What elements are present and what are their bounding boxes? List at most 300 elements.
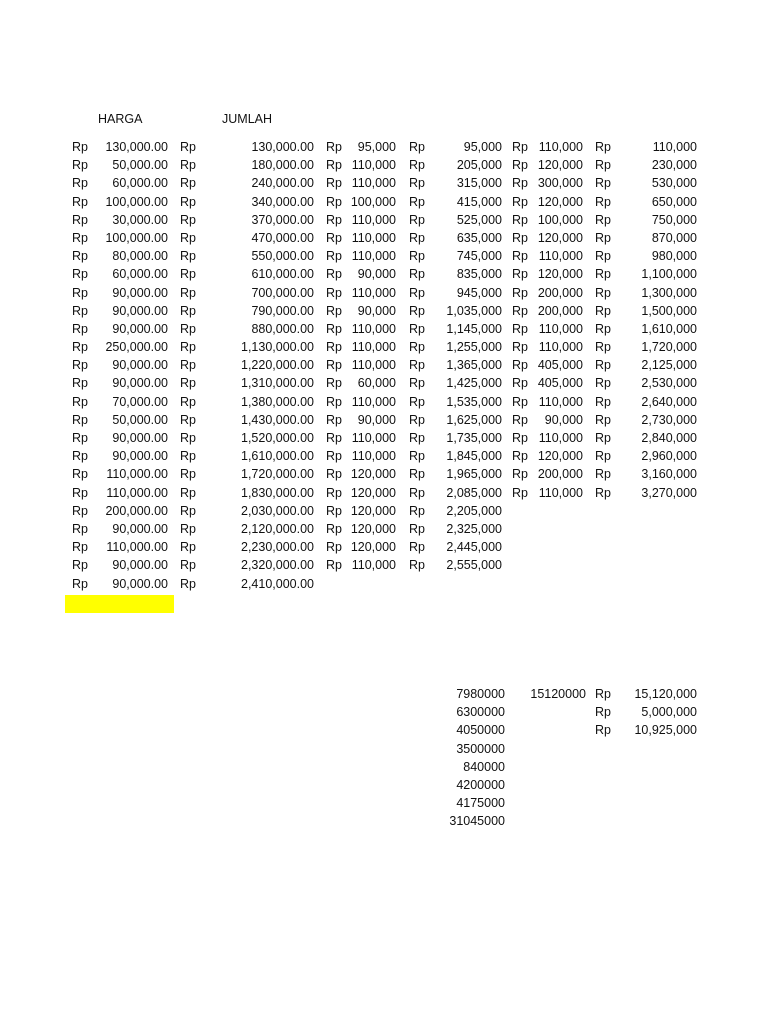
cell-value-c1[interactable]: 90,000.00 [112, 303, 168, 318]
cell-value-c1[interactable]: 90,000.00 [112, 321, 168, 336]
currency-label: Rp [72, 176, 88, 191]
summary-value-a[interactable]: 4050000 [456, 723, 505, 738]
currency-label: Rp [595, 285, 611, 300]
cell-value-c6[interactable]: 2,640,000 [641, 394, 697, 409]
cell-value-c1[interactable]: 110,000.00 [106, 540, 168, 555]
currency-label: Rp [72, 267, 88, 282]
currency-label: Rp [326, 412, 342, 427]
cell-value-c6[interactable]: 750,000 [651, 212, 697, 227]
cell-value-c2[interactable]: 370,000.00 [251, 212, 314, 227]
cell-value-c3[interactable]: 120,000 [350, 540, 396, 555]
summary-value-a[interactable]: 4200000 [456, 777, 505, 792]
currency-label: Rp [180, 467, 196, 482]
summary-value-a[interactable]: 6300000 [456, 705, 505, 720]
highlighted-cell[interactable] [65, 595, 174, 613]
cell-value-c3[interactable]: 120,000 [350, 503, 396, 518]
cell-value-c3[interactable]: 90,000 [357, 267, 396, 282]
cell-value-c4[interactable]: 1,365,000 [446, 358, 502, 373]
table-row [0, 447, 768, 465]
cell-value-c2[interactable]: 2,030,000.00 [241, 503, 314, 518]
cell-value-c3[interactable]: 110,000 [351, 558, 396, 573]
currency-label: Rp [72, 540, 88, 555]
currency-label: Rp [180, 285, 196, 300]
currency-label: Rp [180, 303, 196, 318]
currency-label: Rp [326, 503, 342, 518]
cell-value-c6[interactable]: 1,500,000 [641, 303, 697, 318]
cell-value-c2[interactable]: 1,610,000.00 [241, 449, 314, 464]
cell-value-c5[interactable]: 110,000 [538, 321, 583, 336]
currency-label: Rp [512, 230, 528, 245]
currency-label: Rp [326, 194, 342, 209]
currency-label: Rp [409, 358, 425, 373]
cell-value-c2[interactable]: 790,000.00 [251, 303, 314, 318]
cell-value-c2[interactable]: 340,000.00 [251, 194, 314, 209]
cell-value-c1[interactable]: 60,000.00 [112, 267, 168, 282]
currency-label: Rp [595, 176, 611, 191]
currency-label: Rp [512, 303, 528, 318]
currency-label: Rp [180, 521, 196, 536]
cell-value-c6[interactable]: 2,530,000 [641, 376, 697, 391]
currency-label: Rp [595, 140, 611, 154]
cell-value-c4[interactable]: 1,425,000 [446, 376, 502, 391]
currency-label: Rp [72, 340, 88, 355]
currency-label: Rp [72, 412, 88, 427]
cell-value-c4[interactable]: 1,255,000 [446, 340, 502, 355]
table-row [0, 374, 768, 392]
currency-label: Rp [409, 449, 425, 464]
currency-label: Rp [595, 267, 611, 282]
currency-label: Rp [595, 412, 611, 427]
summary-row [0, 685, 768, 703]
cell-value-c1[interactable]: 90,000.00 [112, 376, 168, 391]
currency-label: Rp [595, 212, 611, 227]
cell-value-c6[interactable]: 230,000 [651, 158, 697, 173]
cell-value-c4[interactable]: 1,035,000 [446, 303, 502, 318]
table-row [0, 302, 768, 320]
cell-value-c3[interactable]: 110,000 [351, 449, 396, 464]
currency-label: Rp [512, 249, 528, 264]
data-table [0, 138, 768, 593]
cell-value-c5[interactable]: 120,000 [537, 158, 583, 173]
table-row [0, 502, 768, 520]
table-row [0, 156, 768, 174]
cell-value-c6[interactable]: 1,300,000 [641, 285, 697, 300]
cell-value-c2[interactable]: 1,830,000.00 [241, 485, 314, 500]
cell-value-c3[interactable]: 110,000 [351, 340, 396, 355]
cell-value-c6[interactable]: 2,960,000 [641, 449, 697, 464]
currency-label: Rp [326, 212, 342, 227]
cell-value-c1[interactable]: 100,000.00 [105, 230, 168, 245]
cell-value-c3[interactable]: 90,000 [357, 412, 396, 427]
currency-label: Rp [512, 285, 528, 300]
cell-value-c1[interactable]: 90,000.00 [112, 285, 168, 300]
currency-label: Rp [326, 358, 342, 373]
currency-label: Rp [409, 412, 425, 427]
cell-value-c2[interactable]: 1,220,000.00 [241, 358, 314, 373]
cell-value-c6[interactable]: 3,270,000 [641, 485, 697, 500]
cell-value-c5[interactable]: 200,000 [537, 467, 583, 482]
cell-value-c2[interactable]: 240,000.00 [251, 176, 314, 191]
cell-value-c2[interactable]: 700,000.00 [251, 285, 314, 300]
currency-label: Rp [326, 140, 342, 154]
currency-label: Rp [180, 558, 196, 573]
table-row [0, 465, 768, 483]
currency-label: Rp [512, 212, 528, 227]
cell-value-c5[interactable]: 110,000 [538, 394, 583, 409]
cell-value-c5[interactable]: 120,000 [537, 449, 583, 464]
cell-value-c6[interactable]: 1,720,000 [641, 340, 697, 355]
currency-label: Rp [595, 340, 611, 355]
cell-value-c1[interactable]: 60,000.00 [112, 176, 168, 191]
currency-label: Rp [72, 521, 88, 536]
cell-value-c1[interactable]: 130,000.00 [105, 140, 168, 154]
currency-label: Rp [72, 249, 88, 264]
currency-label: Rp [326, 431, 342, 445]
cell-value-c3[interactable]: 100,000 [350, 194, 396, 209]
summary-row [0, 794, 768, 812]
cell-value-c5[interactable]: 100,000 [537, 212, 583, 227]
currency-label: Rp [512, 358, 528, 373]
cell-value-c2[interactable]: 2,230,000.00 [241, 540, 314, 555]
currency-label: Rp [72, 558, 88, 573]
currency-label: Rp [595, 249, 611, 264]
cell-value-c5[interactable]: 120,000 [537, 230, 583, 245]
cell-value-c5[interactable]: 200,000 [537, 285, 583, 300]
cell-value-c1[interactable]: 90,000.00 [112, 449, 168, 464]
cell-value-c1[interactable]: 250,000.00 [105, 340, 168, 355]
currency-label: Rp [180, 212, 196, 227]
cell-value-c1[interactable]: 50,000.00 [112, 158, 168, 173]
cell-value-c3[interactable]: 95,000 [357, 140, 396, 154]
currency-label: Rp [326, 267, 342, 282]
currency-label: Rp [409, 540, 425, 555]
cell-value-c3[interactable]: 120,000 [350, 521, 396, 536]
currency-label: Rp [326, 521, 342, 536]
currency-label: Rp [409, 321, 425, 336]
cell-value-c4[interactable]: 2,325,000 [446, 521, 502, 536]
summary-row [0, 740, 768, 758]
currency-label: Rp [180, 358, 196, 373]
summary-table [0, 685, 768, 831]
currency-label: Rp [512, 140, 528, 154]
cell-value-c5[interactable]: 300,000 [537, 176, 583, 191]
cell-value-c2[interactable]: 1,720,000.00 [241, 467, 314, 482]
currency-label: Rp [72, 467, 88, 482]
table-row [0, 320, 768, 338]
currency-label: Rp [595, 230, 611, 245]
cell-value-c1[interactable]: 90,000.00 [112, 521, 168, 536]
cell-value-c1[interactable]: 110,000.00 [106, 467, 168, 482]
table-row [0, 338, 768, 356]
currency-label: Rp [72, 485, 88, 500]
currency-label: Rp [72, 503, 88, 518]
cell-value-c1[interactable]: 50,000.00 [112, 412, 168, 427]
currency-label: Rp [326, 394, 342, 409]
summary-row [0, 758, 768, 776]
currency-label: Rp [180, 431, 196, 445]
cell-value-c6[interactable]: 3,160,000 [641, 467, 697, 482]
currency-label: Rp [409, 158, 425, 173]
currency-label: Rp [595, 485, 611, 500]
currency-label: Rp [72, 303, 88, 318]
cell-value-c4[interactable]: 415,000 [456, 194, 502, 209]
currency-label: Rp [409, 340, 425, 355]
currency-label: Rp [409, 176, 425, 191]
currency-label: Rp [72, 394, 88, 409]
cell-value-c5[interactable]: 110,000 [538, 249, 583, 264]
cell-value-c2[interactable]: 180,000.00 [251, 158, 314, 173]
currency-label: Rp [326, 158, 342, 173]
currency-label: Rp [326, 249, 342, 264]
summary-value-c[interactable]: 10,925,000 [634, 723, 697, 738]
table-row [0, 484, 768, 502]
currency-label: Rp [409, 285, 425, 300]
currency-label: Rp [595, 467, 611, 482]
cell-value-c3[interactable]: 110,000 [351, 431, 396, 445]
cell-value-c6[interactable]: 870,000 [651, 230, 697, 245]
table-row [0, 575, 768, 593]
currency-label: Rp [72, 321, 88, 336]
summary-row [0, 703, 768, 721]
cell-value-c1[interactable]: 80,000.00 [112, 249, 168, 264]
summary-value-a[interactable]: 840000 [463, 759, 505, 774]
currency-label: Rp [595, 194, 611, 209]
summary-value-a[interactable]: 3500000 [456, 741, 505, 756]
currency-label: Rp [180, 321, 196, 336]
currency-label: Rp [595, 376, 611, 391]
currency-label: Rp [72, 194, 88, 209]
cell-value-c2[interactable]: 1,520,000.00 [241, 431, 314, 445]
currency-label: Rp [512, 340, 528, 355]
summary-value-c[interactable]: 15,120,000 [634, 687, 697, 701]
cell-value-c2[interactable]: 1,310,000.00 [241, 376, 314, 391]
cell-value-c6[interactable]: 650,000 [651, 194, 697, 209]
table-row [0, 411, 768, 429]
cell-value-c3[interactable]: 110,000 [351, 394, 396, 409]
cell-value-c4[interactable]: 945,000 [456, 285, 502, 300]
currency-label: Rp [512, 194, 528, 209]
table-row [0, 393, 768, 411]
currency-label: Rp [326, 230, 342, 245]
table-row [0, 138, 768, 156]
cell-value-c2[interactable]: 470,000.00 [251, 230, 314, 245]
currency-label: Rp [180, 340, 196, 355]
currency-label: Rp [512, 267, 528, 282]
cell-value-c2[interactable]: 2,120,000.00 [241, 521, 314, 536]
cell-value-c1[interactable]: 70,000.00 [112, 394, 168, 409]
currency-label: Rp [326, 285, 342, 300]
currency-label: Rp [409, 194, 425, 209]
cell-value-c3[interactable]: 110,000 [351, 212, 396, 227]
currency-label: Rp [409, 249, 425, 264]
summary-value-c[interactable]: 5,000,000 [641, 705, 697, 720]
cell-value-c6[interactable]: 530,000 [651, 176, 697, 191]
summary-value-a[interactable]: 4175000 [456, 796, 505, 811]
cell-value-c1[interactable]: 30,000.00 [112, 212, 168, 227]
cell-value-c5[interactable]: 110,000 [538, 140, 583, 154]
cell-value-c5[interactable]: 120,000 [537, 267, 583, 282]
currency-label: Rp [180, 503, 196, 518]
cell-value-c6[interactable]: 1,100,000 [641, 267, 697, 282]
summary-row [0, 812, 768, 830]
cell-value-c4[interactable]: 745,000 [456, 249, 502, 264]
summary-value-b[interactable]: 15120000 [530, 687, 586, 701]
cell-value-c2[interactable]: 2,320,000.00 [241, 558, 314, 573]
cell-value-c4[interactable]: 1,625,000 [446, 412, 502, 427]
currency-label: Rp [409, 558, 425, 573]
table-row [0, 265, 768, 283]
currency-label: Rp [72, 431, 88, 445]
currency-label: Rp [180, 267, 196, 282]
cell-value-c4[interactable]: 1,845,000 [446, 449, 502, 464]
cell-value-c4[interactable]: 1,965,000 [446, 467, 502, 482]
cell-value-c6[interactable]: 110,000 [652, 140, 697, 154]
cell-value-c4[interactable]: 1,735,000 [446, 431, 502, 445]
currency-label: Rp [409, 394, 425, 409]
currency-label: Rp [180, 249, 196, 264]
cell-value-c3[interactable]: 110,000 [351, 176, 396, 191]
cell-value-c3[interactable]: 120,000 [350, 467, 396, 482]
currency-label: Rp [180, 394, 196, 409]
currency-label: Rp [72, 449, 88, 464]
currency-label: Rp [72, 358, 88, 373]
table-row [0, 229, 768, 247]
cell-value-c3[interactable]: 110,000 [351, 158, 396, 173]
cell-value-c4[interactable]: 1,535,000 [446, 394, 502, 409]
table-row [0, 429, 768, 447]
cell-value-c4[interactable]: 2,555,000 [446, 558, 502, 573]
currency-label: Rp [595, 687, 611, 701]
currency-label: Rp [326, 485, 342, 500]
currency-label: Rp [326, 376, 342, 391]
cell-value-c1[interactable]: 90,000.00 [112, 558, 168, 573]
cell-value-c1[interactable]: 90,000.00 [112, 576, 168, 591]
currency-label: Rp [409, 376, 425, 391]
currency-label: Rp [409, 303, 425, 318]
currency-label: Rp [512, 321, 528, 336]
cell-value-c3[interactable]: 110,000 [351, 230, 396, 245]
cell-value-c4[interactable]: 635,000 [456, 230, 502, 245]
currency-label: Rp [72, 212, 88, 227]
cell-value-c3[interactable]: 120,000 [350, 485, 396, 500]
cell-value-c1[interactable]: 90,000.00 [112, 358, 168, 373]
cell-value-c2[interactable]: 610,000.00 [251, 267, 314, 282]
currency-label: Rp [326, 540, 342, 555]
cell-value-c3[interactable]: 110,000 [351, 249, 396, 264]
currency-label: Rp [72, 376, 88, 391]
cell-value-c4[interactable]: 525,000 [456, 212, 502, 227]
cell-value-c6[interactable]: 2,730,000 [641, 412, 697, 427]
cell-value-c3[interactable]: 110,000 [351, 285, 396, 300]
cell-value-c4[interactable]: 205,000 [456, 158, 502, 173]
cell-value-c4[interactable]: 2,445,000 [446, 540, 502, 555]
cell-value-c3[interactable]: 110,000 [351, 321, 396, 336]
currency-label: Rp [512, 485, 528, 500]
currency-label: Rp [72, 230, 88, 245]
cell-value-c3[interactable]: 110,000 [351, 358, 396, 373]
currency-label: Rp [512, 376, 528, 391]
currency-label: Rp [512, 176, 528, 191]
currency-label: Rp [512, 412, 528, 427]
currency-label: Rp [72, 576, 88, 591]
table-row [0, 520, 768, 538]
cell-value-c1[interactable]: 110,000.00 [106, 485, 168, 500]
cell-value-c2[interactable]: 2,410,000.00 [241, 576, 314, 591]
header-jumlah: JUMLAH [222, 112, 273, 126]
cell-value-c5[interactable]: 110,000 [538, 431, 583, 445]
summary-value-a[interactable]: 31045000 [449, 814, 505, 829]
table-row [0, 284, 768, 302]
cell-value-c4[interactable]: 1,145,000 [446, 321, 502, 336]
cell-value-c6[interactable]: 1,610,000 [641, 321, 697, 336]
cell-value-c3[interactable]: 90,000 [357, 303, 396, 318]
cell-value-c2[interactable]: 130,000.00 [251, 140, 314, 154]
cell-value-c2[interactable]: 1,430,000.00 [241, 412, 314, 427]
currency-label: Rp [326, 558, 342, 573]
currency-label: Rp [326, 321, 342, 336]
currency-label: Rp [180, 158, 196, 173]
cell-value-c2[interactable]: 550,000.00 [251, 249, 314, 264]
cell-value-c4[interactable]: 2,205,000 [446, 503, 502, 518]
currency-label: Rp [595, 358, 611, 373]
cell-value-c4[interactable]: 95,000 [463, 140, 502, 154]
table-row [0, 538, 768, 556]
cell-value-c5[interactable]: 90,000 [544, 412, 583, 427]
currency-label: Rp [409, 431, 425, 445]
table-row [0, 174, 768, 192]
cell-value-c6[interactable]: 2,840,000 [641, 431, 697, 445]
currency-label: Rp [409, 140, 425, 154]
cell-value-c2[interactable]: 1,130,000.00 [241, 340, 314, 355]
currency-label: Rp [595, 321, 611, 336]
currency-label: Rp [595, 303, 611, 318]
currency-label: Rp [180, 376, 196, 391]
currency-label: Rp [512, 158, 528, 173]
cell-value-c2[interactable]: 1,380,000.00 [241, 394, 314, 409]
cell-value-c4[interactable]: 835,000 [456, 267, 502, 282]
cell-value-c4[interactable]: 315,000 [456, 176, 502, 191]
summary-value-a[interactable]: 7980000 [456, 687, 505, 701]
cell-value-c5[interactable]: 200,000 [537, 303, 583, 318]
currency-label: Rp [180, 540, 196, 555]
currency-label: Rp [180, 412, 196, 427]
cell-value-c5[interactable]: 110,000 [538, 340, 583, 355]
currency-label: Rp [409, 467, 425, 482]
currency-label: Rp [326, 303, 342, 318]
currency-label: Rp [409, 212, 425, 227]
cell-value-c2[interactable]: 880,000.00 [251, 321, 314, 336]
cell-value-c6[interactable]: 980,000 [651, 249, 697, 264]
cell-value-c5[interactable]: 405,000 [537, 376, 583, 391]
cell-value-c4[interactable]: 2,085,000 [446, 485, 502, 500]
currency-label: Rp [409, 503, 425, 518]
cell-value-c1[interactable]: 200,000.00 [105, 503, 168, 518]
cell-value-c5[interactable]: 405,000 [537, 358, 583, 373]
table-row [0, 193, 768, 211]
currency-label: Rp [512, 467, 528, 482]
cell-value-c1[interactable]: 100,000.00 [105, 194, 168, 209]
cell-value-c6[interactable]: 2,125,000 [641, 358, 697, 373]
currency-label: Rp [180, 449, 196, 464]
currency-label: Rp [409, 521, 425, 536]
currency-label: Rp [512, 394, 528, 409]
cell-value-c5[interactable]: 110,000 [538, 485, 583, 500]
cell-value-c1[interactable]: 90,000.00 [112, 431, 168, 445]
cell-value-c5[interactable]: 120,000 [537, 194, 583, 209]
currency-label: Rp [512, 449, 528, 464]
table-row [0, 556, 768, 574]
cell-value-c3[interactable]: 60,000 [357, 376, 396, 391]
